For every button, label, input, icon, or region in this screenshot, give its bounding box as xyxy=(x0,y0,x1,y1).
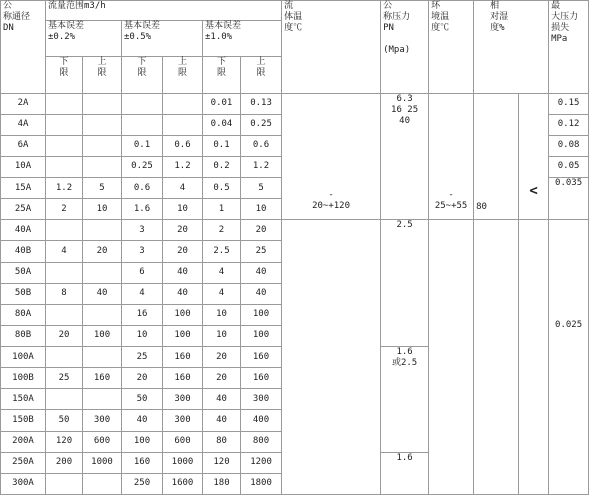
cell xyxy=(83,156,122,177)
header-pressure: 公 称压力 PN (Mpa) xyxy=(381,1,429,94)
cell: 1200 xyxy=(241,452,282,473)
cell: 20 xyxy=(163,241,203,262)
cell xyxy=(163,93,203,114)
cell: 160 xyxy=(241,347,282,368)
cell: 0.25 xyxy=(241,114,282,135)
cell: 10 xyxy=(241,199,282,220)
cell: 10 xyxy=(122,325,163,346)
cell: 16 xyxy=(122,304,163,325)
cell: 20 xyxy=(203,368,241,389)
cell: 250 xyxy=(122,473,163,494)
header-flow-range: 流量范围m3/h xyxy=(46,1,282,21)
cell: 100 xyxy=(163,304,203,325)
pressure-loss-cell: 0.025 xyxy=(549,220,589,495)
cell: 160 xyxy=(122,452,163,473)
cell xyxy=(83,262,122,283)
header-lower: 下 限 xyxy=(122,57,163,93)
cell: 4 xyxy=(122,283,163,304)
ambient-empty xyxy=(429,220,474,495)
cell: 40 xyxy=(203,389,241,410)
cell xyxy=(83,304,122,325)
cell: 4 xyxy=(163,178,203,199)
dn-cell: 150B xyxy=(1,410,46,431)
pressure-cell: 6.3 16 25 40 xyxy=(381,93,429,220)
dn-cell: 80B xyxy=(1,325,46,346)
dn-cell: 150A xyxy=(1,389,46,410)
cell: 20 xyxy=(241,220,282,241)
cell: 2 xyxy=(203,220,241,241)
header-fluid-temp: 流 体温 度℃ xyxy=(282,1,381,94)
cell: 20 xyxy=(163,220,203,241)
dn-cell: 50B xyxy=(1,283,46,304)
cell: 25 xyxy=(46,368,83,389)
cell: 10 xyxy=(203,325,241,346)
cell: 600 xyxy=(163,431,203,452)
cell: 40 xyxy=(122,410,163,431)
header-lower: 下 限 xyxy=(203,57,241,93)
cell xyxy=(46,135,83,156)
dn-cell: 40B xyxy=(1,241,46,262)
cell: 100 xyxy=(163,325,203,346)
cell: 200 xyxy=(46,452,83,473)
cell: 160 xyxy=(83,368,122,389)
cell: 0.6 xyxy=(241,135,282,156)
cell xyxy=(46,304,83,325)
cell: 160 xyxy=(241,368,282,389)
cell: 400 xyxy=(241,410,282,431)
header-pressure-loss: 最 大压力 损失 MPa xyxy=(549,1,589,94)
dn-cell: 100A xyxy=(1,347,46,368)
cell: 3 xyxy=(122,220,163,241)
cell: 4 xyxy=(203,283,241,304)
pressure-loss-cell: 0.05 xyxy=(549,156,589,177)
cell: 40 xyxy=(203,410,241,431)
cell xyxy=(46,220,83,241)
cell: 0.13 xyxy=(241,93,282,114)
cell xyxy=(83,114,122,135)
cell xyxy=(46,93,83,114)
cell: 1600 xyxy=(163,473,203,494)
cell: 1 xyxy=(203,199,241,220)
cell: 3 xyxy=(122,241,163,262)
cell: 0.5 xyxy=(203,178,241,199)
cell: 4 xyxy=(46,241,83,262)
cell: 40 xyxy=(83,283,122,304)
cell: 100 xyxy=(83,325,122,346)
header-upper: 上 限 xyxy=(241,57,282,93)
pressure-cell: 1.6 或2.5 xyxy=(381,347,429,453)
cell xyxy=(46,347,83,368)
cell: 1800 xyxy=(241,473,282,494)
cell: 0.2 xyxy=(203,156,241,177)
header-err-02: 基本误差 ±0.2% xyxy=(46,21,122,57)
header-err-05: 基本误差 ±0.5% xyxy=(122,21,203,57)
cell xyxy=(46,156,83,177)
cell: 25 xyxy=(241,241,282,262)
cell: 1000 xyxy=(83,452,122,473)
cell: 1.2 xyxy=(241,156,282,177)
cell xyxy=(83,473,122,494)
cell xyxy=(46,473,83,494)
cell: 40 xyxy=(163,283,203,304)
cell: 20 xyxy=(122,368,163,389)
cell: 1.6 xyxy=(122,199,163,220)
cell xyxy=(46,389,83,410)
cell xyxy=(122,93,163,114)
cell: 160 xyxy=(163,347,203,368)
pressure-loss-cell: 0.15 xyxy=(549,93,589,114)
table-row xyxy=(1,220,589,241)
pressure-loss-cell: 0.08 xyxy=(549,135,589,156)
cell: 40 xyxy=(241,283,282,304)
cell: 2 xyxy=(46,199,83,220)
cell: 1.2 xyxy=(46,178,83,199)
cell: 20 xyxy=(46,325,83,346)
cell: 40 xyxy=(241,262,282,283)
cell: 25 xyxy=(122,347,163,368)
cell: 0.6 xyxy=(163,135,203,156)
cell: 160 xyxy=(163,368,203,389)
header-upper: 上 限 xyxy=(83,57,122,93)
ambient-temp-cell: - 25~+55 xyxy=(429,93,474,220)
humidity-symbol: < xyxy=(519,93,549,220)
dn-cell: 40A xyxy=(1,220,46,241)
cell: 4 xyxy=(203,262,241,283)
cell: 0.1 xyxy=(122,135,163,156)
fluid-temp-empty xyxy=(282,220,381,495)
cell: 10 xyxy=(83,199,122,220)
pressure-cell: 2.5 xyxy=(381,220,429,347)
dn-cell: 80A xyxy=(1,304,46,325)
cell xyxy=(83,93,122,114)
cell xyxy=(46,262,83,283)
dn-cell: 10A xyxy=(1,156,46,177)
pressure-cell: 1.6 xyxy=(381,452,429,494)
cell: 10 xyxy=(203,304,241,325)
cell: 120 xyxy=(46,431,83,452)
humidity-empty xyxy=(519,220,549,495)
cell: 50 xyxy=(46,410,83,431)
cell: 0.04 xyxy=(203,114,241,135)
cell: 600 xyxy=(83,431,122,452)
dn-cell: 300A xyxy=(1,473,46,494)
cell: 0.1 xyxy=(203,135,241,156)
cell: 100 xyxy=(241,304,282,325)
cell xyxy=(83,389,122,410)
fluid-temp-cell: - 20~+120 xyxy=(282,93,381,220)
cell: 8 xyxy=(46,283,83,304)
dn-cell: 15A xyxy=(1,178,46,199)
cell: 40 xyxy=(163,262,203,283)
cell xyxy=(46,114,83,135)
cell: 50 xyxy=(122,389,163,410)
cell: 6 xyxy=(122,262,163,283)
cell: 300 xyxy=(163,389,203,410)
cell: 10 xyxy=(163,199,203,220)
header-lower: 下 限 xyxy=(46,57,83,93)
cell: 20 xyxy=(83,241,122,262)
dn-cell: 50A xyxy=(1,262,46,283)
cell: 800 xyxy=(241,431,282,452)
cell: 5 xyxy=(83,178,122,199)
humidity-empty xyxy=(474,220,519,495)
cell: 0.6 xyxy=(122,178,163,199)
cell xyxy=(83,135,122,156)
cell xyxy=(122,114,163,135)
cell: 100 xyxy=(122,431,163,452)
cell xyxy=(83,347,122,368)
cell: 120 xyxy=(203,452,241,473)
dn-cell: 200A xyxy=(1,431,46,452)
header-err-10: 基本误差 ±1.0% xyxy=(203,21,282,57)
cell: 0.25 xyxy=(122,156,163,177)
cell: 20 xyxy=(203,347,241,368)
cell: 300 xyxy=(241,389,282,410)
cell: 100 xyxy=(241,325,282,346)
cell: 80 xyxy=(203,431,241,452)
header-dn: 公 称通径 DN xyxy=(1,1,46,94)
humidity-cell: 80 xyxy=(474,93,519,220)
header-humidity: 相 对湿 度% xyxy=(474,1,549,94)
cell: 180 xyxy=(203,473,241,494)
dn-cell: 6A xyxy=(1,135,46,156)
table-row xyxy=(1,93,589,114)
dn-cell: 2A xyxy=(1,93,46,114)
cell: 1000 xyxy=(163,452,203,473)
cell: 0.01 xyxy=(203,93,241,114)
cell: 1.2 xyxy=(163,156,203,177)
pressure-loss-cell: 0.12 xyxy=(549,114,589,135)
dn-cell: 250A xyxy=(1,452,46,473)
cell: 300 xyxy=(83,410,122,431)
header-ambient-temp: 环 境温 度℃ xyxy=(429,1,474,94)
dn-cell: 25A xyxy=(1,199,46,220)
dn-cell: 100B xyxy=(1,368,46,389)
cell xyxy=(163,114,203,135)
cell: 300 xyxy=(163,410,203,431)
pressure-loss-cell: 0.035 xyxy=(549,178,589,220)
cell xyxy=(83,220,122,241)
cell: 2.5 xyxy=(203,241,241,262)
header-upper: 上 限 xyxy=(163,57,203,93)
dn-cell: 4A xyxy=(1,114,46,135)
cell: 5 xyxy=(241,178,282,199)
